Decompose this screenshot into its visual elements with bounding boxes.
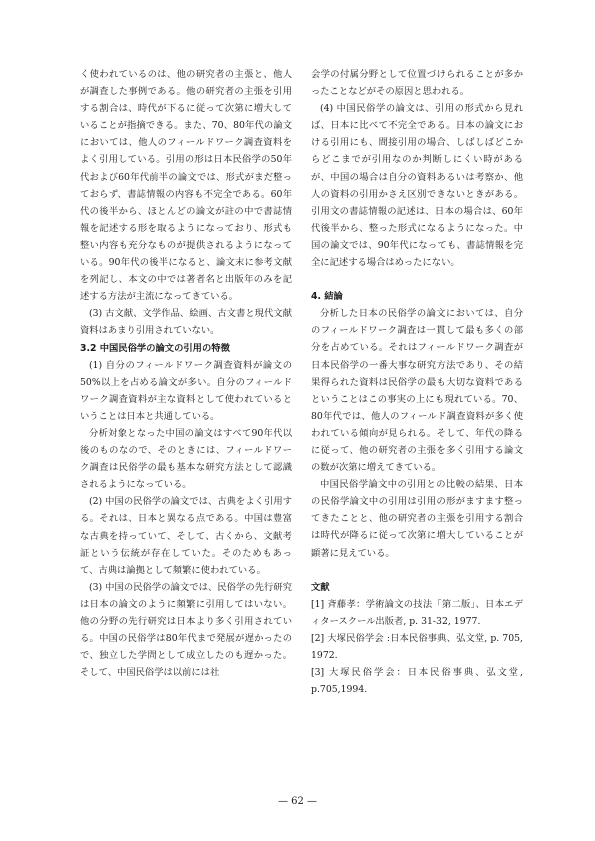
left-column xyxy=(80,66,292,681)
body-paragraph: 会学の付属分野として位置づけられることが多かったことなどがその原因と思われる。 xyxy=(311,69,523,98)
reference-item: [2] 大塚民俗学会 :日本民俗事典、弘文堂, p. 705, 1972. xyxy=(311,632,523,661)
spacer xyxy=(311,562,523,579)
body-paragraph: (2) 中国の民俗学の論文では、古典をよく引用する。それは、日本と異なる点である。中国は豊富な古典を持っていて、そして、古くから、文献考証という伝統が存在していた。そのためもあって、古典は論拠として頻繁に使われている。 xyxy=(80,496,292,576)
body-paragraph: (1) 自分のフィールドワーク調査資料が論文の50%以上を占める論文が多い。自分のフィールドワーク調査資料が主な資料として使われているということは日本と共通している。 xyxy=(80,359,292,422)
body-paragraph: 分析した日本の民俗学の論文においては、自分のフィールドワーク調査は一貫して最も多くの部分を占めている。それはフィールドワーク調査が日本民俗学の一番大事な研究方法であり、その結果得られた資料は民俗学の最も大切な資料であるということはこの事実の上にも現れている。70、80年代では、他人のフィールド調査資料が多く使われている傾向が見られる。そして、年代の降るに従って、他の研究者の主張を多く引用する論文の数が次第に増えてきている。 xyxy=(311,308,523,474)
reference-item: [1] 斉藤孝：学術論文の技法「第二版」、日本エディタースクール出版者, p. 31-32, 1977. xyxy=(311,598,523,627)
body-paragraph: (3) 中国の民俗学の論文では、民俗学の先行研究は日本の論文のように頻繁に引用してはいない。他の分野の先行研究は日本より多く引用されている。中国の民俗学は80年代まで発展が遅かったので、独立した学問として成立したのも遅かった。そして、中国民俗学は以前には社 xyxy=(80,581,292,679)
section-heading-3-2: 3.2 中国民俗学の論文の引用の特徴 xyxy=(80,342,230,354)
body-paragraph: 中国民俗学論文中の引用との比較の結果、日本の民俗学論文中の引用は引用の形がますます整ってきたことと、他の研究者の主張を引用する割合は時代が降るに従って次第に増大していることが顕著に見えている。 xyxy=(311,479,523,559)
page-number: — 62 — xyxy=(277,796,318,807)
spacer xyxy=(311,271,523,288)
right-column xyxy=(311,66,523,698)
body-paragraph: 分析対象となった中国の論文はすべて90年代以後のものなので、そのときには、フィールドワーク調査は民俗学の最も基本な研究方法として認識されるようになっている。 xyxy=(80,427,292,491)
references-heading: 文献 xyxy=(311,581,330,593)
body-paragraph: (4) 中国民俗学の論文は、引用の形式から見れば、日本に比べて不完全である。日本の論文における引用にも、間接引用の場合、しばしばどこからどこまでが引用なのか判断しにくい時があるが、中国の場合は自分の資料あるいは考察か、他人の資料の引用かさえ区別できないときがある。引用文の書誌情報の記述は、日本の場合は、60年代後半から、整った形式になるようになった。中国の論文では、90年代になっても、書誌情報を完全に記述する場合はめったにない。 xyxy=(311,103,523,269)
section-heading-4: 4. 結論 xyxy=(311,291,343,303)
body-paragraph: く使われているのは、他の研究者の主張と、他人が調査した事例である。他の研究者の主張を引用する割合は、時代が下るに従って次第に増大していることが指摘できる。また、70、80年代の論文においては、他人のフィールドワーク調査資料をよく引用している。引用の形は日本民俗学の50年代および60年代前半の論文では、形式がまだ整っておらず、書誌情報の内容も不完全である。60年代の後半から、ほとんどの論文が註の中で書誌情報を記述する形を取るようになっており、形式も整い内容も充分なものが提供されるようになっている。90年代の後半になると、論文末に参考文献を列記し、本文の中では著者名と出版年のみを記述する方法が主流になってきている。 xyxy=(80,69,292,303)
reference-item: [3] 大塚民俗学会：日本民俗事典、弘文堂, p.705,1994. xyxy=(311,667,523,696)
body-paragraph: (3) 古文献、文学作品、絵画、古文書と現代文献資料はあまり引用されていない。 xyxy=(80,308,292,337)
